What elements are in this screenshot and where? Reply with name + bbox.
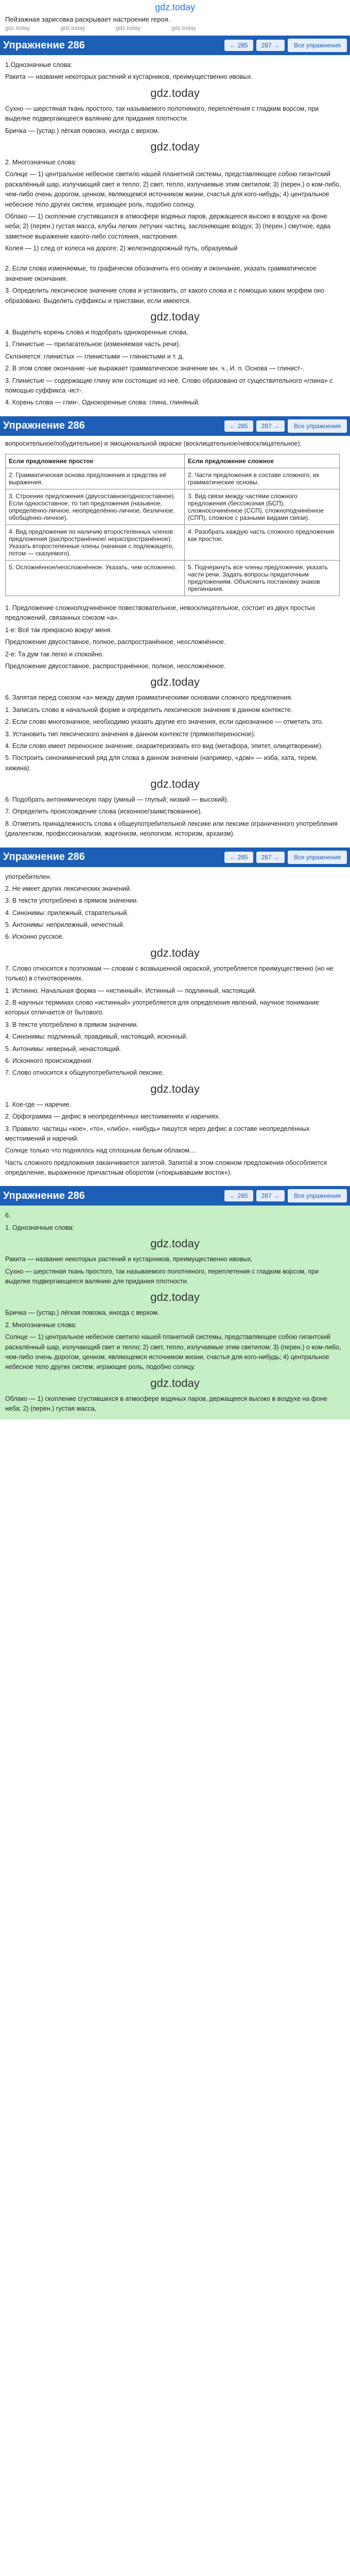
paragraph: 1.Однозначные слова:: [5, 61, 73, 69]
paragraph: Солнце — 1) центральное небесное светило нашей планетной системы, представляющее собою гигантский раскалённый шар, излучающий свет и тепло; 2) свет, тепло, излучаемые этим светилом; 3) (перен.) о ком-либо, чем-либо очень дорогом, ценном, являющемся источником жизни, счастья для кого-нибудь; 4) центральное небесное тело других систем, играющее роль, подобно солнцу.: [5, 1333, 341, 1371]
exercise-title: Упражнение 286: [3, 420, 85, 432]
paragraph: Ракита — название некоторых растений и кустарников, преимущественно ивовых.: [5, 73, 253, 81]
all-exercises-button[interactable]: Все упражнения: [288, 851, 347, 864]
exercise-title: Упражнение 286: [3, 1190, 85, 1201]
paragraph: 6. Запятая перед союзом «а» между двумя грамматическими основами сложного предложения.: [5, 694, 293, 702]
intro-text: Пейзажная зарисовка раскрывает настроение героя.: [5, 15, 170, 23]
next-button[interactable]: 287 →: [256, 1190, 285, 1201]
next-button[interactable]: 287 →: [256, 852, 285, 863]
paragraph: 4. Синонимы: прилежный, старательный.: [5, 909, 129, 917]
table-intro: вопросительное/побудительное) и эмоциональной окраске (восклицательное/невосклицательное).: [5, 439, 302, 447]
watermark: gdz.today: [150, 86, 200, 99]
paragraph: 1. Однозначные слова:: [5, 1224, 75, 1231]
paragraph: Облако — 1) скопление сгустившихся в атмосфере водяных паров, держащееся высоко в воздухе на фоне неба; 2) (перен.) густая масса, клубы легких летучих частиц, заслоняющие воздух; 3) (перен.) смутное, едва заметное выражение какого-либо состояния, настроения.: [5, 212, 331, 240]
paragraph: 1. Предложение сложноподчинённое повествовательное, невосклицательное, состоит из двух простых предложений, связанных союзом «а».: [5, 604, 316, 622]
watermark: gdz.today: [150, 140, 200, 153]
paragraph: 7. Слово относится к поэтизмам — словам с возвышенной окраской, употребляется преимущественно (но не только) в стихотворениях.: [5, 964, 334, 982]
paragraph: Сухно — шерстяная ткань простого, так называемого полотняного, переплетения с гладким ворсом, при выделке подвергающееся валянию для придания плотности.: [5, 1267, 319, 1285]
paragraph: 1. Записать слово в начальной форме и определить лексическое значение в данном контексте.: [5, 706, 293, 714]
paragraph: 6. Исконного происхождения.: [5, 1057, 93, 1064]
exercise-title: Упражнение 286: [3, 39, 85, 51]
paragraph: 7. Определить происхождение слова (исконное/заимствованное).: [5, 808, 202, 816]
section-5: [0, 1206, 350, 1419]
watermark: gdz.today: [150, 310, 200, 323]
table-cell: 4. Разобрать каждую часть сложного предложения как простое.: [184, 525, 339, 561]
paragraph: 6.: [5, 1212, 11, 1219]
paragraph: 4. Выделить корень слова и подобрать однокоренные слова.: [5, 329, 188, 336]
paragraph: Предложение двусоставное, распространённое, полное, неосложнённое.: [5, 662, 226, 670]
brand-small: gdz.today: [5, 25, 30, 31]
paragraph: 2-е: Та дум так легко и спокойно.: [5, 650, 104, 658]
paragraph: 6. Исконно русское.: [5, 933, 64, 941]
paragraph: 3. В тексте употреблено в прямом значении.: [5, 1021, 138, 1028]
all-exercises-button[interactable]: Все упражнения: [288, 419, 347, 433]
analysis-table: [5, 454, 340, 596]
paragraph: 2. В этом слове окончание -ые выражает грамматическое значение мн. ч., И. п. Основа — глинист-.: [5, 365, 304, 372]
watermark: gdz.today: [150, 1082, 200, 1095]
paragraph: 1. Глинистые — прилагательное (изменяемая часть речи).: [5, 341, 181, 348]
paragraph: 4. Корень слова — глин-. Однокоренные слова: глина, глиняный.: [5, 399, 200, 406]
prev-button[interactable]: ← 285: [224, 40, 253, 51]
exercise-bar: [0, 36, 350, 55]
brand-small: gdz.today: [60, 25, 85, 31]
table-cell: 2. Грамматическая основа предложения и средства её выражения.: [6, 468, 185, 489]
paragraph: Сухно — шерстяная ткань простого, так называемого полотняного, переплетения с гладким ворсом, при выделке подвергающееся валянию для придания плотности.: [5, 105, 319, 123]
paragraph: 2. Если слова изменяемые, то графически обозначить его основу и окончание, указать грамматическое значение окончания.: [5, 265, 317, 282]
prev-button[interactable]: ← 285: [224, 1190, 253, 1201]
exercise-bar: [0, 848, 350, 867]
paragraph: 2. Если слово многозначное, необходимо указать другие его значения, если однозначное — отметить это.: [5, 718, 324, 726]
paragraph: Бричка — (устар.) лёгкая повозка, иногда с верхом.: [5, 127, 160, 134]
table-row: [6, 525, 340, 561]
paragraph: Часть сложного предложения заканчивается запятой. Запятой в этом сложном предложении обособляется определение, выраженное причастным оборотом («покрывавшим восток»).: [5, 1159, 327, 1177]
paragraph: Предложение двусоставное, полное, распространённое, неосложнённое.: [5, 638, 226, 646]
paragraph: 2. Многозначные слова:: [5, 1321, 77, 1329]
table-row: [6, 489, 340, 525]
brand-small: gdz.today: [171, 25, 196, 31]
table-row: [6, 561, 340, 596]
watermark: gdz.today: [150, 946, 200, 959]
paragraph: употребителен.: [5, 873, 52, 880]
table-cell: 2. Части предложения в составе сложного, их грамматические основы.: [184, 468, 339, 489]
paragraph: 7. Слово относится к общеупотребительной лексике.: [5, 1069, 164, 1077]
paragraph: 2. Многозначные слова:: [5, 159, 77, 166]
paragraph: Солнце — 1) центральное небесное светило нашей планетной системы, представляющее собою гигантский раскалённый шар, излучающий свет и тепло; 2) свет, тепло, излучаемые этим светилом; 3) (перен.) о ком-либо, чем-либо очень дорогом, ценном, являющемся источником жизни, счастья для кого-нибудь; 4) центральное небесное тело других систем, играющее роль, подобно солнцу.: [5, 171, 341, 208]
paragraph: 2. В научных терминах слово «истинный» употребляется для определения явлений, научное понимание которых отличается от бытового.: [5, 999, 319, 1016]
all-exercises-button[interactable]: Все упражнения: [288, 1189, 347, 1202]
paragraph: 4. Если слово имеет переносное значение, охарактеризовать его вид (метафора, эпитет, олицетворение).: [5, 742, 323, 750]
paragraph: Облако — 1) скопление сгустившихся в атмосфере водяных паров, держащееся высоко в воздухе на фоне неба; 2) (перен.) густая масса,: [5, 1395, 327, 1413]
table-cell: 5. Подчеркнуть все члены предложения, указать части речи. Задать вопросы придаточным предложениям. Объяснить постановку знаков препинания.: [184, 561, 339, 596]
paragraph: Ракита — название некоторых растений и кустарников, преимущественно ивовых.: [5, 1256, 253, 1263]
section-1: [0, 55, 350, 259]
table-header: Если предложение сложное: [184, 454, 339, 468]
section-4: [0, 867, 350, 1183]
exercise-bar: [0, 416, 350, 436]
paragraph: 8. Отметить принадлежность слова к общеупотребительной лексике или лексике ограниченного употребления (диалектизм, профессионализм, жаргонизм, неологизм, историзм, архаизм).: [5, 820, 338, 838]
table-cell: 5. Осложнённое/неосложнённое. Указать, чем осложнено.: [6, 561, 185, 596]
paragraph: 2. Не имеет других лексических значений.: [5, 885, 132, 892]
paragraph: 5. Построить синонимический ряд для слова в данном значении (например, «дом» — изба, хата, терем, хижина).: [5, 754, 318, 772]
paragraph: 3. Установить тип лексического значения в данном контексте (прямое/переносное).: [5, 730, 256, 738]
all-exercises-button[interactable]: Все упражнения: [288, 39, 347, 52]
table-header: Если предложение простое: [6, 454, 185, 468]
paragraph: 3. В тексте употреблено в прямом значении.: [5, 897, 138, 905]
site-brand[interactable]: gdz.today: [154, 2, 196, 12]
paragraph: 5. Антонимы: неприлежный, нечестный.: [5, 921, 125, 929]
paragraph: 6. Подобрать антонимическую пару (умный — глупый; низкий — высокий).: [5, 796, 229, 804]
paragraph: 1. Кое-где — наречие.: [5, 1100, 72, 1108]
brand-row: [0, 25, 350, 32]
paragraph: Колея — 1) след от колеса на дороге; 2) железнодорожный путь, образуемый: [5, 245, 238, 252]
brand-small: gdz.today: [116, 25, 141, 31]
paragraph: 5. Антонимы: неверный, ненастоящий.: [5, 1045, 121, 1053]
paragraph: 3. Правило: частицы «кое», «то», «либо», «нибудь» пишутся через дефис в составе неопределённых местоимений и наречий.: [5, 1125, 310, 1142]
paragraph: 2. Орфограмма — дефис в неопределённых местоимениях и наречиях.: [5, 1113, 221, 1121]
watermark: gdz.today: [150, 1237, 200, 1250]
table-row: [6, 468, 340, 489]
paragraph: Солнце только что поднялось над сплошным белым облаком....: [5, 1147, 197, 1155]
watermark: gdz.today: [150, 1291, 200, 1304]
paragraph: Бричка — (устар.) лёгкая повозка, иногда с верхом.: [5, 1309, 160, 1317]
paragraph: 3. Глинистые — содержащие глину или состоящие из неё. Слово образовано от существительного «глина» с помощью суффикса -ист-.: [5, 377, 333, 394]
watermark: gdz.today: [150, 675, 200, 689]
table-cell: 3. Строение предложения (двусоставное/односоставное). Если односоставное, то тип предложения (назывное, определённо-личное, неопределённо-личное, безличное, обобщённо-личное).: [6, 489, 185, 525]
paragraph: 1. Истинно. Начальная форма — «истинный». Истинный — подлинный, настоящий.: [5, 987, 257, 994]
prev-button[interactable]: ← 285: [224, 852, 253, 863]
paragraph: 4. Синонимы: подлинный, правдивый, настоящий, исконный.: [5, 1033, 188, 1041]
section-3: [0, 598, 350, 844]
section-2: [0, 259, 350, 413]
table-cell: 4. Вид предложения по наличию второстепенных членов предложения (распространённое/ нераспространённое). Указать второстепенные члены (начиная с подлежащего, потом — сказуемого).: [6, 525, 185, 561]
exercise-bar: [0, 1186, 350, 1206]
next-button[interactable]: 287 →: [256, 420, 285, 432]
watermark: gdz.today: [150, 1376, 200, 1389]
paragraph: Склоняется: глинистых — глинистыми — глинистыми и т. д.: [5, 352, 184, 360]
paragraph: 3. Определить лексическое значение слова и установить, от какого слова и с помощью каких морфем оно образовано. Выделить суффиксы и приставки, если имеются.: [5, 287, 325, 304]
next-button[interactable]: 287 →: [256, 40, 285, 51]
exercise-title: Упражнение 286: [3, 851, 85, 863]
prev-button[interactable]: ← 285: [224, 420, 253, 432]
paragraph: 1-е: Всё так прекрасно вокруг меня.: [5, 626, 112, 634]
table-cell: 3. Вид связи между частями сложного предложения (бессоюзная (БСП), сложносочинённое (ССП), сложноподчинённое (СПП), сложное с разными видами связи).: [184, 489, 339, 525]
watermark: gdz.today: [150, 777, 200, 790]
